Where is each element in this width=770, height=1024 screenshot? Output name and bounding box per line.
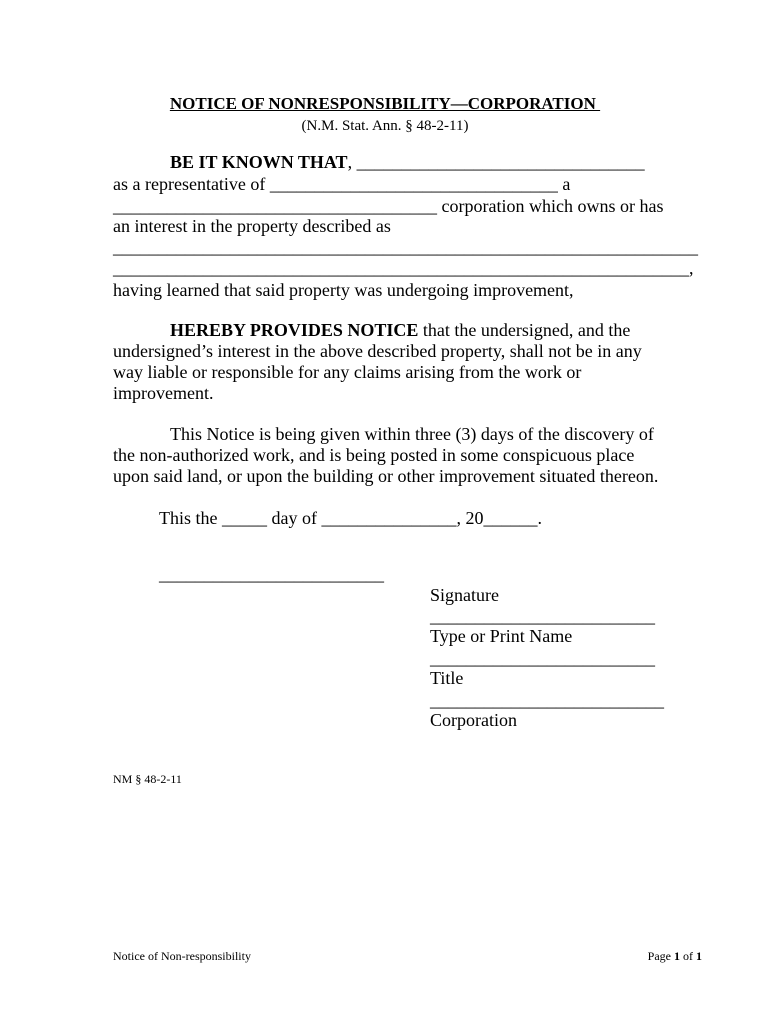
notice-line-3: way liable or responsible for any claims arising from the work or <box>113 362 582 382</box>
title-label: Title <box>430 668 464 688</box>
intro-line-1 <box>170 152 645 173</box>
intro-line-4: an interest in the property described as <box>113 216 391 236</box>
document-title: NOTICE OF NONRESPONSIBILITY—CORPORATION <box>169 94 601 113</box>
given-line-3: upon said land, or upon the building or other improvement situated thereon. <box>113 466 659 486</box>
page-current: 1 <box>674 949 680 963</box>
hereby-provides-label: HEREBY PROVIDES NOTICE <box>170 320 419 340</box>
signature-label: Signature <box>430 585 499 605</box>
statute-reference: (N.M. Stat. Ann. § 48-2-11) <box>301 118 469 134</box>
intro-line-3[interactable]: ____________________________________ corporation which owns or has <box>113 196 664 216</box>
property-blank-2[interactable]: ________________________________________________________________, <box>113 258 694 278</box>
statute-footnote: NM § 48-2-11 <box>113 772 182 786</box>
name-blank[interactable]: _________________________ <box>430 606 655 626</box>
name-blank[interactable]: , ________________________________ <box>347 152 645 172</box>
corporation-blank[interactable]: __________________________ <box>430 690 664 710</box>
notice-line-1 <box>170 320 630 341</box>
notice-line-2: undersigned’s interest in the above described property, shall not be in any <box>113 341 642 361</box>
be-it-known-label: BE IT KNOWN THAT <box>170 152 348 172</box>
property-blank-1[interactable]: _________________________________________________________________ <box>113 237 698 257</box>
corporation-label: Corporation <box>430 710 517 730</box>
page-prefix: Page <box>647 949 674 963</box>
page-number <box>648 949 702 963</box>
intro-line-2[interactable]: as a representative of ________________________________ a <box>113 174 571 194</box>
intro-line-7: having learned that said property was undergoing improvement, <box>113 280 574 300</box>
print-name-label: Type or Print Name <box>430 626 573 646</box>
signature-blank[interactable]: _________________________ <box>159 564 384 584</box>
given-line-1: This Notice is being given within three (3) days of the discovery of <box>170 424 654 444</box>
page-total: 1 <box>696 949 702 963</box>
given-line-2: the non-authorized work, and is being posted in some conspicuous place <box>113 445 635 465</box>
date-line[interactable]: This the _____ day of _______________, 20______. <box>159 508 542 528</box>
footer-title: Notice of Non-responsibility <box>113 949 251 963</box>
notice-line-4: improvement. <box>113 383 214 403</box>
notice-text: that the undersigned, and the <box>418 320 631 340</box>
title-blank[interactable]: _________________________ <box>430 648 655 668</box>
page-of: of <box>680 949 696 963</box>
